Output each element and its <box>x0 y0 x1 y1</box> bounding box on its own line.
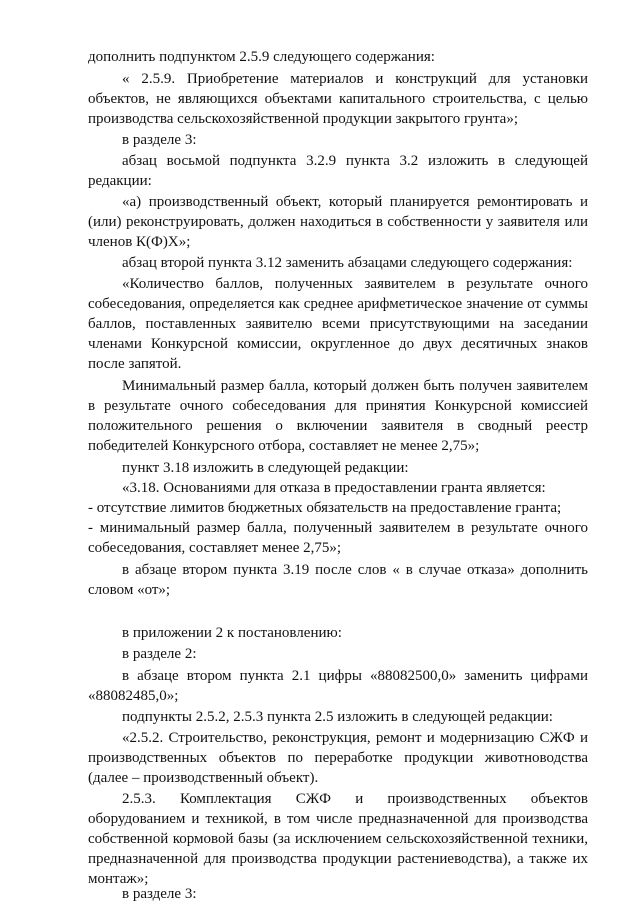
text-line: производственных объектов по переработке продукции животноводства <box>88 750 588 766</box>
text-line: положительного решения о включении заявителя в сводный реестр <box>88 418 588 434</box>
text-line: «Количество баллов, полученных заявителем в результате очного <box>122 276 588 292</box>
text-line: Минимальный размер балла, который должен быть получен заявителем <box>122 378 588 394</box>
text-line: дополнить подпунктом 2.5.9 следующего содержания: <box>88 49 435 65</box>
text-line: в разделе 3: <box>122 886 197 902</box>
text-line: баллов, поставленных заявителю всеми присутствующими на заседании <box>88 316 588 332</box>
text-line: монтаж»; <box>88 871 149 887</box>
text-line: « 2.5.9. Приобретение материалов и конструкций для установки <box>122 71 588 87</box>
text-line: - отсутствие лимитов бюджетных обязательств на предоставление гранта; <box>88 500 562 516</box>
text-line: оборудованием и техникой, в том числе предназначенной для производства <box>88 811 588 827</box>
text-line: (или) реконструировать, должен находиться в собственности у заявителя или <box>88 214 588 230</box>
text-line: «2.5.2. Строительство, реконструкция, ремонт и модернизацию СЖФ и <box>122 730 588 746</box>
text-line: собственной кормовой базы (за исключением сельскохозяйственной техники, <box>88 831 588 847</box>
text-line: победителей Конкурсного отбора, составляет не менее 2,75»; <box>88 438 480 454</box>
text-line: в абзаце втором пункта 2.1 цифры «88082500,0» заменить цифрами <box>122 668 588 684</box>
text-line: подпункты 2.5.2, 2.5.3 пункта 2.5 изложить в следующей редакции: <box>122 709 553 725</box>
text-line: членов К(Ф)Х»; <box>88 234 191 250</box>
text-line: производства сельскохозяйственной продукции закрытого грунта»; <box>88 111 519 127</box>
text-line: абзац второй пункта 3.12 заменить абзацами следующего содержания: <box>122 255 573 271</box>
text-line: «88082485,0»; <box>88 688 179 704</box>
text-line: пункт 3.18 изложить в следующей редакции: <box>122 460 409 476</box>
text-line: - минимальный размер балла, полученный заявителем в результате очного <box>88 520 588 536</box>
text-line: в разделе 3: <box>122 132 197 148</box>
text-line: «а) производственный объект, который планируется ремонтировать и <box>122 194 588 210</box>
text-line: редакции: <box>88 173 152 189</box>
text-line: собеседования, определяется как среднее арифметическое значение от суммы <box>88 296 588 312</box>
text-line: абзац восьмой подпункта 3.2.9 пункта 3.2 изложить в следующей <box>122 153 588 169</box>
text-line: объектов, не являющихся объектами капитального строительства, с целью <box>88 91 588 107</box>
text-line: словом «от»; <box>88 582 171 598</box>
text-line: (далее – производственный объект). <box>88 770 319 786</box>
text-line: собеседования, составляет менее 2,75»; <box>88 540 342 556</box>
text-line: в результате очного собеседования для принятия Конкурсной комиссией <box>88 398 588 414</box>
text-line: в абзаце втором пункта 3.19 после слов « в случае отказа» дополнить <box>122 562 588 578</box>
text-line: «3.18. Основаниями для отказа в предоставлении гранта является: <box>122 480 546 496</box>
text-line: после запятой. <box>88 356 182 372</box>
text-line: членами Конкурсной комиссии, округленное до двух десятичных знаков <box>88 336 588 352</box>
text-line: в разделе 2: <box>122 646 197 662</box>
text-line: предназначенной для производства продукции растениеводства), а также их <box>88 851 588 867</box>
text-line: в приложении 2 к постановлению: <box>122 625 342 641</box>
text-line: 2.5.3. Комплектация СЖФ и производственных объектов <box>122 791 588 807</box>
